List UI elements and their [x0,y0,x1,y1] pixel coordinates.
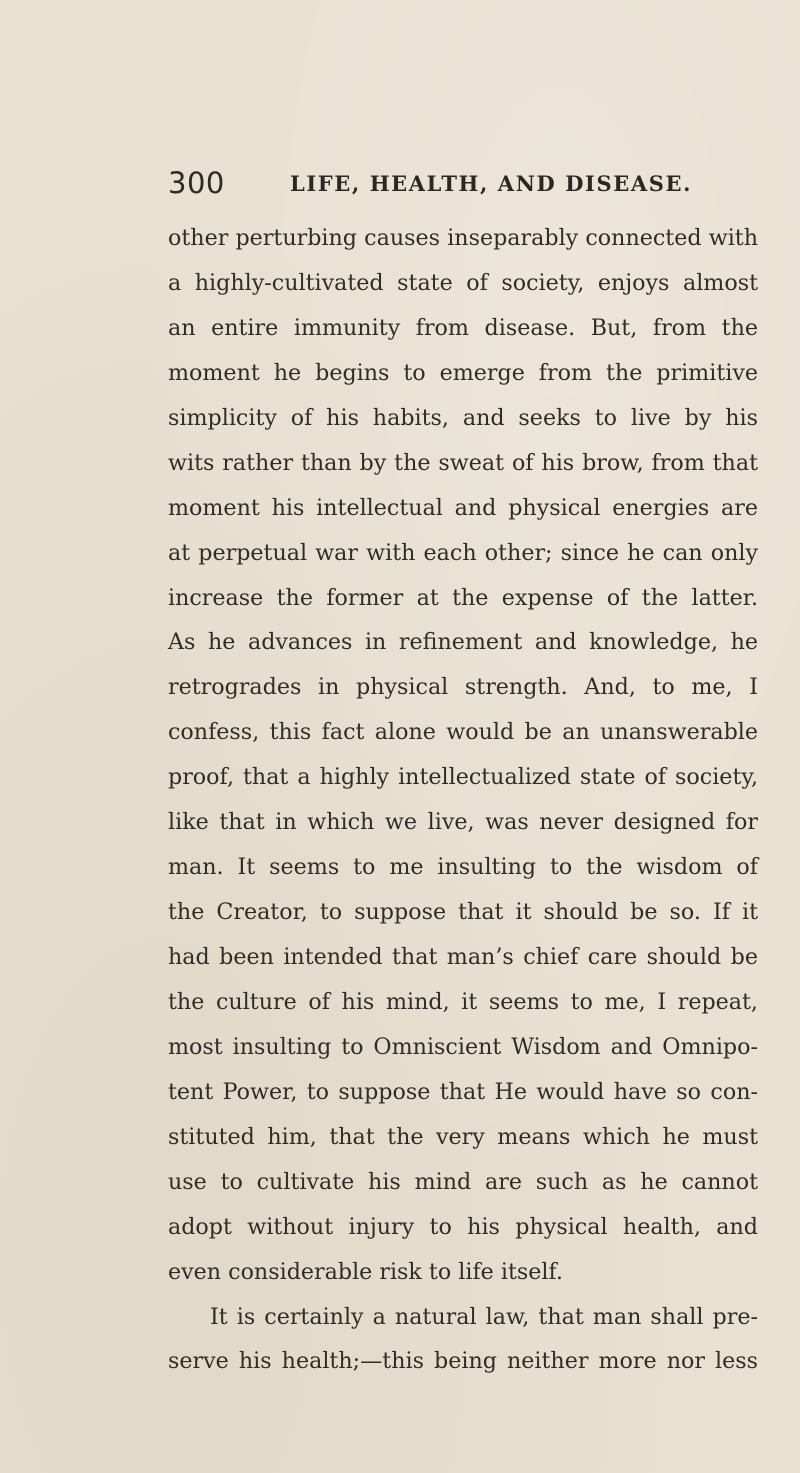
text-line: serve his health;—this being neither more nor less [168,1348,758,1375]
text-line: like that in which we live, was never designed for [168,809,758,836]
text-line: a highly-cultivated state of society, enjoys almost [168,269,758,296]
text-line: tent Power, to suppose that He would have so con- [168,1078,758,1105]
text-line: proof, that a highly intellectualized state of society, [168,764,758,791]
text-line: adopt without injury to his physical health, and [168,1213,758,1240]
text-line: had been intended that man’s chief care should be [168,944,758,970]
text-line: increase the former at the expense of the latter. [168,584,758,611]
text-line: As he advances in refinement and knowledge, he [168,629,758,656]
text-line: moment his intellectual and physical energies are [168,494,758,521]
text-line: stituted him, that the very means which he must [168,1123,758,1150]
paragraph-end-line: even considerable risk to life itself. [168,1258,563,1285]
text-line: at perpetual war with each other; since he can only [168,539,758,566]
text-line: retrogrades in physical strength. And, to me, I [168,674,758,701]
running-head: LIFE, HEALTH, AND DISEASE. [290,171,693,196]
page-number: 300 [168,166,225,200]
page-header [168,166,758,206]
text-line: use to cultivate his mind are such as he cannot [168,1168,758,1195]
paragraph-start-line: It is certainly a natural law, that man shall pre- [210,1303,758,1330]
text-line: the Creator, to suppose that it should be so. If it [168,899,758,926]
text-line: other perturbing causes inseparably connected with [168,225,758,251]
text-line: confess, this fact alone would be an unanswerable [168,719,758,746]
text-line: moment he begins to emerge from the primitive [168,359,758,386]
text-line: man. It seems to me insulting to the wisdom of [168,854,758,881]
body-text [168,216,758,1384]
text-line: an entire immunity from disease. But, from the [168,314,758,341]
text-line: the culture of his mind, it seems to me, I repeat, [168,988,758,1015]
text-line: simplicity of his habits, and seeks to live by his [168,404,758,431]
text-line: wits rather than by the sweat of his brow, from that [168,449,758,476]
text-line: most insulting to Omniscient Wisdom and Omnipo- [168,1033,758,1060]
